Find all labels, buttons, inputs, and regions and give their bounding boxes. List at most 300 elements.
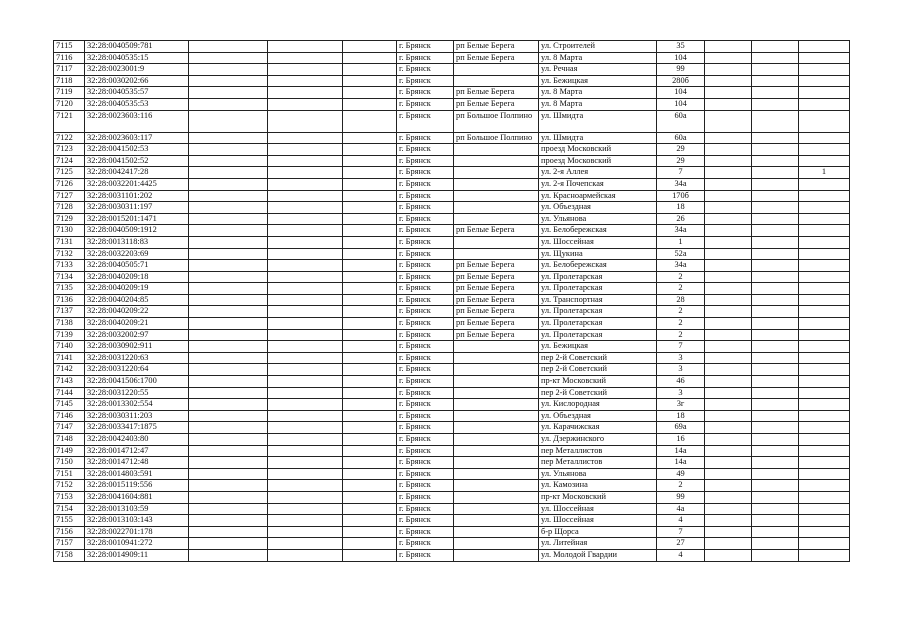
- empty-cell: [268, 202, 343, 214]
- street-cell: ул. Молодой Гвардии: [539, 549, 657, 561]
- table-row: [54, 144, 850, 156]
- empty-cell: [268, 75, 343, 87]
- house-number-cell: 34а: [657, 260, 705, 272]
- empty-cell: [752, 202, 799, 214]
- note-cell: [799, 318, 850, 330]
- note-cell: [799, 271, 850, 283]
- row-number: 7116: [54, 52, 85, 64]
- note-cell: [799, 399, 850, 411]
- empty-cell: [752, 271, 799, 283]
- street-cell: пр-кт Московский: [539, 491, 657, 503]
- street-cell: ул. Карачижская: [539, 422, 657, 434]
- row-number: 7143: [54, 376, 85, 388]
- empty-cell: [752, 64, 799, 76]
- city-cell: г. Брянск: [397, 329, 454, 341]
- empty-cell: [343, 260, 397, 272]
- empty-cell: [752, 468, 799, 480]
- house-number-cell: 26: [657, 213, 705, 225]
- settlement-cell: [454, 64, 539, 76]
- empty-cell: [189, 515, 268, 527]
- empty-cell: [189, 538, 268, 550]
- empty-cell: [268, 190, 343, 202]
- settlement-cell: рп Белые Берега: [454, 52, 539, 64]
- empty-cell: [268, 515, 343, 527]
- cadastral-number: 32:28:0032201:4425: [85, 178, 189, 190]
- table-row: [54, 468, 850, 480]
- row-number: 7134: [54, 271, 85, 283]
- settlement-cell: [454, 515, 539, 527]
- city-cell: г. Брянск: [397, 132, 454, 144]
- street-cell: пер 2-й Советский: [539, 352, 657, 364]
- street-cell: ул. Литейная: [539, 538, 657, 550]
- empty-cell: [752, 75, 799, 87]
- row-number: 7126: [54, 178, 85, 190]
- empty-cell: [268, 271, 343, 283]
- empty-cell: [343, 64, 397, 76]
- house-number-cell: 2: [657, 480, 705, 492]
- row-number: 7154: [54, 503, 85, 515]
- empty-cell: [705, 526, 752, 538]
- empty-cell: [752, 341, 799, 353]
- empty-cell: [268, 248, 343, 260]
- table-row: [54, 480, 850, 492]
- city-cell: г. Брянск: [397, 306, 454, 318]
- settlement-cell: [454, 491, 539, 503]
- empty-cell: [752, 190, 799, 202]
- street-cell: пер 2-й Советский: [539, 387, 657, 399]
- city-cell: г. Брянск: [397, 352, 454, 364]
- settlement-cell: [454, 213, 539, 225]
- settlement-cell: рп Белые Берега: [454, 318, 539, 330]
- house-number-cell: 2: [657, 306, 705, 318]
- empty-cell: [752, 41, 799, 53]
- empty-cell: [752, 213, 799, 225]
- house-number-cell: 99: [657, 64, 705, 76]
- table-row: [54, 387, 850, 399]
- city-cell: г. Брянск: [397, 387, 454, 399]
- empty-cell: [343, 52, 397, 64]
- settlement-cell: [454, 549, 539, 561]
- empty-cell: [343, 364, 397, 376]
- house-number-cell: 2: [657, 329, 705, 341]
- settlement-cell: [454, 457, 539, 469]
- empty-cell: [268, 329, 343, 341]
- empty-cell: [189, 306, 268, 318]
- street-cell: ул. 2-я Почепская: [539, 178, 657, 190]
- empty-cell: [705, 387, 752, 399]
- row-number: 7137: [54, 306, 85, 318]
- empty-cell: [343, 422, 397, 434]
- cadastral-number: 32:28:0041502:53: [85, 144, 189, 156]
- cadastral-number: 32:28:0040505:71: [85, 260, 189, 272]
- street-cell: ул. Щукина: [539, 248, 657, 260]
- empty-cell: [268, 144, 343, 156]
- empty-cell: [268, 526, 343, 538]
- settlement-cell: [454, 167, 539, 179]
- settlement-cell: [454, 480, 539, 492]
- street-cell: ул. Красноармейская: [539, 190, 657, 202]
- empty-cell: [705, 271, 752, 283]
- table-row: [54, 491, 850, 503]
- row-number: 7152: [54, 480, 85, 492]
- empty-cell: [189, 422, 268, 434]
- street-cell: ул. 2-я Аллея: [539, 167, 657, 179]
- table-row: [54, 260, 850, 272]
- street-cell: ул. Транспортная: [539, 294, 657, 306]
- cadastral-number: 32:28:0013103:143: [85, 515, 189, 527]
- city-cell: г. Брянск: [397, 434, 454, 446]
- empty-cell: [752, 376, 799, 388]
- note-cell: [799, 538, 850, 550]
- empty-cell: [752, 167, 799, 179]
- empty-cell: [343, 410, 397, 422]
- note-cell: [799, 110, 850, 132]
- table-row: [54, 434, 850, 446]
- note-cell: [799, 98, 850, 110]
- empty-cell: [705, 410, 752, 422]
- cadastral-number: 32:28:0041502:52: [85, 155, 189, 167]
- table-row: [54, 294, 850, 306]
- city-cell: г. Брянск: [397, 468, 454, 480]
- cadastral-number: 32:28:0040535:53: [85, 98, 189, 110]
- empty-cell: [268, 306, 343, 318]
- note-cell: [799, 352, 850, 364]
- empty-cell: [268, 468, 343, 480]
- house-number-cell: 2: [657, 318, 705, 330]
- settlement-cell: [454, 364, 539, 376]
- empty-cell: [189, 480, 268, 492]
- cadastral-number: 32:28:0023001:9: [85, 64, 189, 76]
- note-cell: [799, 306, 850, 318]
- street-cell: проезд Московский: [539, 144, 657, 156]
- empty-cell: [752, 457, 799, 469]
- city-cell: г. Брянск: [397, 260, 454, 272]
- address-register-table: [53, 40, 850, 562]
- city-cell: г. Брянск: [397, 236, 454, 248]
- table-row: [54, 271, 850, 283]
- note-cell: [799, 457, 850, 469]
- table-row: [54, 422, 850, 434]
- street-cell: ул. Шоссейная: [539, 236, 657, 248]
- empty-cell: [752, 155, 799, 167]
- table-row: [54, 376, 850, 388]
- empty-cell: [752, 364, 799, 376]
- empty-cell: [268, 178, 343, 190]
- city-cell: г. Брянск: [397, 364, 454, 376]
- settlement-cell: [454, 144, 539, 156]
- empty-cell: [752, 538, 799, 550]
- city-cell: г. Брянск: [397, 144, 454, 156]
- table-row: [54, 503, 850, 515]
- street-cell: ул. 8 Марта: [539, 87, 657, 99]
- city-cell: г. Брянск: [397, 445, 454, 457]
- empty-cell: [189, 445, 268, 457]
- cadastral-number: 32:28:0014712:48: [85, 457, 189, 469]
- settlement-cell: [454, 236, 539, 248]
- street-cell: ул. Пролетарская: [539, 271, 657, 283]
- empty-cell: [705, 364, 752, 376]
- cadastral-number: 32:28:0030311:203: [85, 410, 189, 422]
- note-cell: [799, 248, 850, 260]
- empty-cell: [752, 352, 799, 364]
- empty-cell: [189, 236, 268, 248]
- table-row: [54, 41, 850, 53]
- house-number-cell: 99: [657, 491, 705, 503]
- street-cell: ул. Кислородная: [539, 399, 657, 411]
- street-cell: пер 2-й Советский: [539, 364, 657, 376]
- house-number-cell: 4а: [657, 503, 705, 515]
- street-cell: ул. Белобережская: [539, 225, 657, 237]
- settlement-cell: [454, 410, 539, 422]
- note-cell: [799, 491, 850, 503]
- cadastral-number: 32:28:0023603:117: [85, 132, 189, 144]
- street-cell: ул. Дзержинского: [539, 434, 657, 446]
- house-number-cell: 1: [657, 236, 705, 248]
- city-cell: г. Брянск: [397, 248, 454, 260]
- city-cell: г. Брянск: [397, 341, 454, 353]
- settlement-cell: [454, 399, 539, 411]
- street-cell: пер Металлистов: [539, 457, 657, 469]
- empty-cell: [189, 155, 268, 167]
- house-number-cell: 49: [657, 468, 705, 480]
- empty-cell: [705, 503, 752, 515]
- house-number-cell: 3: [657, 387, 705, 399]
- settlement-cell: рп Большое Полпино: [454, 110, 539, 132]
- table-row: [54, 457, 850, 469]
- empty-cell: [189, 64, 268, 76]
- settlement-cell: рп Большое Полпино: [454, 132, 539, 144]
- empty-cell: [189, 491, 268, 503]
- table-row: [54, 352, 850, 364]
- empty-cell: [189, 283, 268, 295]
- note-cell: [799, 178, 850, 190]
- note-cell: [799, 364, 850, 376]
- empty-cell: [268, 283, 343, 295]
- table-row: [54, 202, 850, 214]
- settlement-cell: рп Белые Берега: [454, 87, 539, 99]
- row-number: 7139: [54, 329, 85, 341]
- settlement-cell: [454, 155, 539, 167]
- row-number: 7121: [54, 110, 85, 132]
- empty-cell: [343, 306, 397, 318]
- empty-cell: [189, 178, 268, 190]
- settlement-cell: рп Белые Берега: [454, 260, 539, 272]
- city-cell: г. Брянск: [397, 491, 454, 503]
- house-number-cell: 52а: [657, 248, 705, 260]
- city-cell: г. Брянск: [397, 480, 454, 492]
- empty-cell: [752, 132, 799, 144]
- empty-cell: [343, 202, 397, 214]
- city-cell: г. Брянск: [397, 64, 454, 76]
- house-number-cell: 104: [657, 87, 705, 99]
- empty-cell: [343, 236, 397, 248]
- house-number-cell: 18: [657, 202, 705, 214]
- empty-cell: [752, 387, 799, 399]
- house-number-cell: 104: [657, 52, 705, 64]
- house-number-cell: 60а: [657, 110, 705, 132]
- row-number: 7127: [54, 190, 85, 202]
- settlement-cell: [454, 468, 539, 480]
- house-number-cell: 29: [657, 155, 705, 167]
- table-row: [54, 64, 850, 76]
- empty-cell: [268, 491, 343, 503]
- empty-cell: [752, 87, 799, 99]
- settlement-cell: рп Белые Берега: [454, 225, 539, 237]
- empty-cell: [268, 503, 343, 515]
- empty-cell: [705, 376, 752, 388]
- settlement-cell: [454, 538, 539, 550]
- note-cell: [799, 468, 850, 480]
- empty-cell: [752, 480, 799, 492]
- cadastral-number: 32:28:0040535:15: [85, 52, 189, 64]
- empty-cell: [268, 445, 343, 457]
- cadastral-number: 32:28:0023603:116: [85, 110, 189, 132]
- empty-cell: [189, 329, 268, 341]
- empty-cell: [189, 98, 268, 110]
- empty-cell: [343, 491, 397, 503]
- row-number: 7131: [54, 236, 85, 248]
- city-cell: г. Брянск: [397, 515, 454, 527]
- empty-cell: [705, 329, 752, 341]
- cadastral-number: 32:28:0013118:83: [85, 236, 189, 248]
- house-number-cell: 280б: [657, 75, 705, 87]
- empty-cell: [752, 491, 799, 503]
- row-number: 7145: [54, 399, 85, 411]
- table-row: [54, 318, 850, 330]
- street-cell: пер Металлистов: [539, 445, 657, 457]
- empty-cell: [705, 480, 752, 492]
- house-number-cell: 60а: [657, 132, 705, 144]
- empty-cell: [189, 260, 268, 272]
- row-number: 7147: [54, 422, 85, 434]
- empty-cell: [705, 260, 752, 272]
- empty-cell: [705, 491, 752, 503]
- table-row: [54, 515, 850, 527]
- empty-cell: [752, 329, 799, 341]
- empty-cell: [752, 399, 799, 411]
- empty-cell: [752, 515, 799, 527]
- empty-cell: [343, 538, 397, 550]
- empty-cell: [705, 457, 752, 469]
- row-number: 7136: [54, 294, 85, 306]
- empty-cell: [752, 144, 799, 156]
- note-cell: [799, 503, 850, 515]
- empty-cell: [343, 167, 397, 179]
- empty-cell: [705, 167, 752, 179]
- settlement-cell: [454, 387, 539, 399]
- settlement-cell: [454, 248, 539, 260]
- table-row: [54, 110, 850, 132]
- note-cell: [799, 422, 850, 434]
- row-number: 7129: [54, 213, 85, 225]
- cadastral-number: 32:28:0013103:59: [85, 503, 189, 515]
- empty-cell: [268, 352, 343, 364]
- empty-cell: [268, 155, 343, 167]
- note-cell: [799, 52, 850, 64]
- house-number-cell: 14а: [657, 457, 705, 469]
- empty-cell: [705, 318, 752, 330]
- city-cell: г. Брянск: [397, 178, 454, 190]
- row-number: 7122: [54, 132, 85, 144]
- empty-cell: [189, 271, 268, 283]
- row-number: 7115: [54, 41, 85, 53]
- note-cell: [799, 202, 850, 214]
- empty-cell: [343, 178, 397, 190]
- house-number-cell: 46: [657, 376, 705, 388]
- empty-cell: [705, 190, 752, 202]
- empty-cell: [189, 352, 268, 364]
- empty-cell: [189, 318, 268, 330]
- note-cell: [799, 434, 850, 446]
- table-row: [54, 341, 850, 353]
- city-cell: г. Брянск: [397, 410, 454, 422]
- cadastral-number: 32:28:0030202:66: [85, 75, 189, 87]
- empty-cell: [343, 190, 397, 202]
- empty-cell: [752, 503, 799, 515]
- cadastral-number: 32:28:0040209:18: [85, 271, 189, 283]
- row-number: 7144: [54, 387, 85, 399]
- empty-cell: [705, 283, 752, 295]
- empty-cell: [343, 144, 397, 156]
- settlement-cell: рп Белые Берега: [454, 41, 539, 53]
- city-cell: г. Брянск: [397, 41, 454, 53]
- empty-cell: [189, 248, 268, 260]
- empty-cell: [189, 376, 268, 388]
- settlement-cell: рп Белые Берега: [454, 329, 539, 341]
- table-row: [54, 155, 850, 167]
- cadastral-number: 32:28:0013302:554: [85, 399, 189, 411]
- empty-cell: [268, 213, 343, 225]
- city-cell: г. Брянск: [397, 399, 454, 411]
- note-cell: [799, 445, 850, 457]
- row-number: 7156: [54, 526, 85, 538]
- cadastral-number: 32:28:0015201:1471: [85, 213, 189, 225]
- empty-cell: [268, 167, 343, 179]
- empty-cell: [705, 341, 752, 353]
- empty-cell: [705, 110, 752, 132]
- empty-cell: [343, 457, 397, 469]
- house-number-cell: 7: [657, 167, 705, 179]
- street-cell: ул. Бежицкая: [539, 75, 657, 87]
- table-row: [54, 75, 850, 87]
- note-cell: [799, 144, 850, 156]
- note-cell: [799, 329, 850, 341]
- table-row: [54, 445, 850, 457]
- row-number: 7151: [54, 468, 85, 480]
- empty-cell: [343, 98, 397, 110]
- row-number: 7149: [54, 445, 85, 457]
- city-cell: г. Брянск: [397, 503, 454, 515]
- row-number: 7132: [54, 248, 85, 260]
- table-row: [54, 538, 850, 550]
- house-number-cell: 170б: [657, 190, 705, 202]
- row-number: 7119: [54, 87, 85, 99]
- empty-cell: [705, 422, 752, 434]
- city-cell: г. Брянск: [397, 318, 454, 330]
- street-cell: ул. Бежицкая: [539, 341, 657, 353]
- empty-cell: [343, 87, 397, 99]
- cadastral-number: 32:28:0032002:97: [85, 329, 189, 341]
- empty-cell: [752, 526, 799, 538]
- cadastral-number: 32:28:0031220:64: [85, 364, 189, 376]
- settlement-cell: рп Белые Берега: [454, 283, 539, 295]
- house-number-cell: 3: [657, 352, 705, 364]
- cadastral-number: 32:28:0042403:80: [85, 434, 189, 446]
- cadastral-number: 32:28:0040209:22: [85, 306, 189, 318]
- empty-cell: [189, 144, 268, 156]
- house-number-cell: 14а: [657, 445, 705, 457]
- empty-cell: [705, 178, 752, 190]
